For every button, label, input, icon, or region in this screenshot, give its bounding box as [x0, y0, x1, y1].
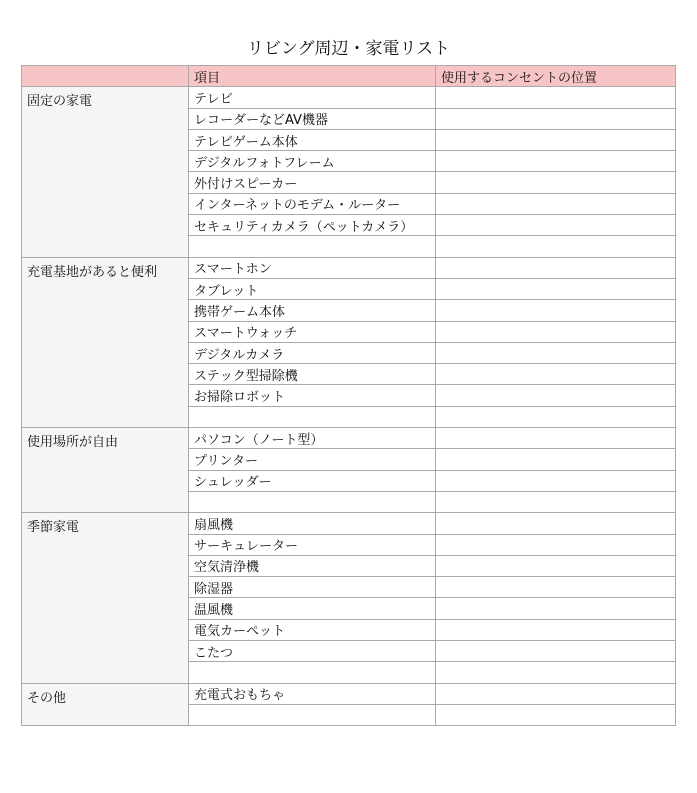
outlet-position-cell[interactable] [436, 300, 676, 321]
item-cell: 除湿器 [189, 577, 436, 598]
table-row [22, 428, 676, 449]
outlet-position-cell[interactable] [436, 470, 676, 491]
table-row [22, 683, 676, 704]
item-cell: テレビ [189, 87, 436, 108]
table-row [22, 87, 676, 108]
outlet-position-cell[interactable] [436, 342, 676, 363]
item-cell [189, 236, 436, 257]
item-cell: デジタルカメラ [189, 342, 436, 363]
outlet-position-cell[interactable] [436, 172, 676, 193]
item-cell: テレビゲーム本体 [189, 129, 436, 150]
table-header-row [22, 66, 676, 87]
item-cell [189, 704, 436, 725]
category-cell: 固定の家電 [22, 87, 189, 257]
outlet-position-cell[interactable] [436, 257, 676, 278]
outlet-position-cell[interactable] [436, 364, 676, 385]
table-body [22, 87, 676, 726]
outlet-position-cell[interactable] [436, 449, 676, 470]
item-cell: タブレット [189, 278, 436, 299]
outlet-position-cell[interactable] [436, 641, 676, 662]
outlet-position-cell[interactable] [436, 598, 676, 619]
category-cell: その他 [22, 683, 189, 726]
item-cell: お掃除ロボット [189, 385, 436, 406]
table-row [22, 513, 676, 534]
outlet-position-cell[interactable] [436, 321, 676, 342]
item-cell: 電気カーペット [189, 619, 436, 640]
item-cell: こたつ [189, 641, 436, 662]
item-cell: スマートホン [189, 257, 436, 278]
item-cell: プリンター [189, 449, 436, 470]
item-cell [189, 491, 436, 512]
outlet-position-cell[interactable] [436, 108, 676, 129]
category-cell: 季節家電 [22, 513, 189, 683]
item-cell: シュレッダー [189, 470, 436, 491]
item-cell: 外付けスピーカー [189, 172, 436, 193]
header-category [22, 66, 189, 87]
outlet-position-cell[interactable] [436, 215, 676, 236]
item-cell: スマートウォッチ [189, 321, 436, 342]
page-title: リビング周辺・家電リスト [246, 39, 451, 59]
item-cell: 充電式おもちゃ [189, 683, 436, 704]
outlet-position-cell[interactable] [436, 491, 676, 512]
outlet-position-cell[interactable] [436, 87, 676, 108]
item-cell: インターネットのモデム・ルーター [189, 193, 436, 214]
item-cell: セキュリティカメラ（ペットカメラ） [189, 215, 436, 236]
outlet-position-cell[interactable] [436, 193, 676, 214]
item-cell: 扇風機 [189, 513, 436, 534]
outlet-position-cell[interactable] [436, 662, 676, 683]
outlet-position-cell[interactable] [436, 236, 676, 257]
appliance-table [21, 65, 676, 726]
outlet-position-cell[interactable] [436, 151, 676, 172]
outlet-position-cell[interactable] [436, 406, 676, 427]
outlet-position-cell[interactable] [436, 619, 676, 640]
outlet-position-cell[interactable] [436, 577, 676, 598]
item-cell: 空気清浄機 [189, 555, 436, 576]
outlet-position-cell[interactable] [436, 683, 676, 704]
table-row [22, 257, 676, 278]
item-cell [189, 662, 436, 683]
item-cell: 携帯ゲーム本体 [189, 300, 436, 321]
item-cell: 温風機 [189, 598, 436, 619]
outlet-position-cell[interactable] [436, 278, 676, 299]
outlet-position-cell[interactable] [436, 704, 676, 725]
item-cell: パソコン（ノート型） [189, 428, 436, 449]
outlet-position-cell[interactable] [436, 129, 676, 150]
header-outlet-position: 使用するコンセントの位置 [436, 66, 676, 87]
header-item: 項目 [189, 66, 436, 87]
item-cell: デジタルフォトフレーム [189, 151, 436, 172]
item-cell: サーキュレーター [189, 534, 436, 555]
item-cell: ステック型掃除機 [189, 364, 436, 385]
item-cell [189, 406, 436, 427]
category-cell: 使用場所が自由 [22, 428, 189, 513]
outlet-position-cell[interactable] [436, 513, 676, 534]
category-cell: 充電基地があると便利 [22, 257, 189, 427]
outlet-position-cell[interactable] [436, 428, 676, 449]
item-cell: レコーダーなどAV機器 [189, 108, 436, 129]
outlet-position-cell[interactable] [436, 385, 676, 406]
outlet-position-cell[interactable] [436, 555, 676, 576]
outlet-position-cell[interactable] [436, 534, 676, 555]
